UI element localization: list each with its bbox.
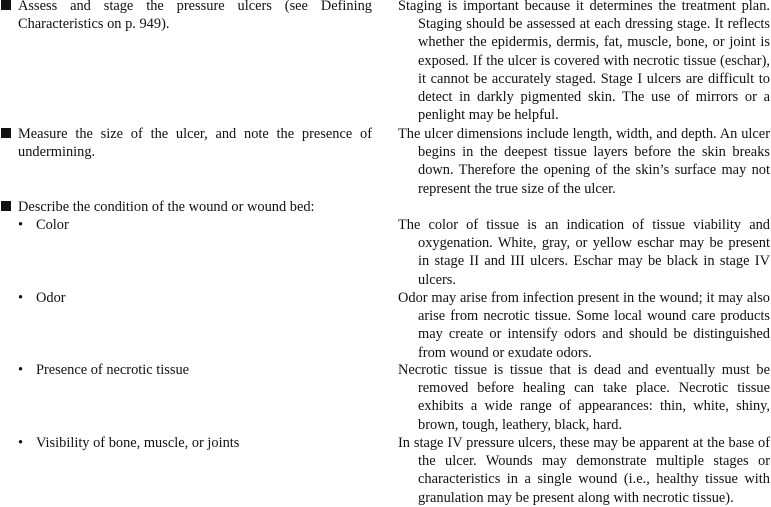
sub-item-label: Presence of necrotic tissue <box>36 362 190 378</box>
sub-item-label: Color <box>36 217 69 233</box>
action-text: Describe the condition of the wound or wound bed: <box>18 199 315 215</box>
dot-bullet-icon: • <box>18 290 24 306</box>
rationale-text: In stage IV pressure ulcers, these may be apparent at the base of the ulcer. Wounds may demonstrate multiple stages or characteristics in a single wound (i.e., healthy tissue with granulation may be present along with necrotic tissue). <box>398 435 770 506</box>
dot-bullet-icon: • <box>18 362 24 378</box>
rationale-text: The color of tissue is an indication of tissue viability and oxygenation. White, gray, or yellow eschar may be present in stage II and III ulcers. Eschar may be black in stage IV ulcers. <box>398 217 770 288</box>
square-bullet-icon <box>1 0 11 10</box>
sub-item-label: Odor <box>36 290 66 306</box>
sub-item-label: Visibility of bone, muscle, or joints <box>36 435 240 451</box>
square-bullet-icon <box>1 128 11 138</box>
rationale-text: Necrotic tissue is tissue that is dead and eventually must be removed before healing can take place. Necrotic tissue exhibits a wide range of appearances: thin, white, shiny, brown, tough, leathery, black, hard. <box>398 362 770 433</box>
square-bullet-icon <box>1 201 11 211</box>
rationale-text: The ulcer dimensions include length, width, and depth. An ulcer begins in the deepest tissue layers before the skin breaks down. Therefore the opening of the skin’s surface may not represent the true size of the ulcer. <box>398 126 770 197</box>
rationale-text: Odor may arise from infection present in the wound; it may also arise from necrotic tissue. Some local wound care products may create or intensify odors and should be distinguished from wound or exudate odors. <box>398 290 770 361</box>
action-text: Measure the size of the ulcer, and note the presence of undermining. <box>18 126 372 161</box>
rationale-text: Staging is important because it determines the treatment plan. Staging should be assessed at each dressing stage. It reflects whether the epidermis, dermis, fat, muscle, bone, or joint is exposed. If the ulcer is covered with necrotic tissue (eschar), it cannot be accurately staged. Stage I ulcers are difficult to detect in darkly pigmented skin. The use of mirrors or a penlight may be helpful. <box>398 0 770 124</box>
action-text: Assess and stage the pressure ulcers (see Defining Characteristics on p. 949). <box>18 0 372 33</box>
dot-bullet-icon: • <box>18 435 24 451</box>
dot-bullet-icon: • <box>18 217 24 233</box>
